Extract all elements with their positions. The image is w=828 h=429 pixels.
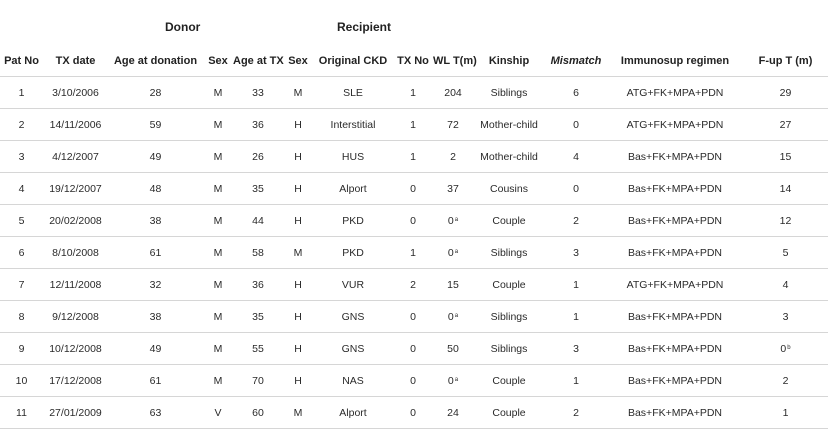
cell-immunosup-regimen: Bas+FK+MPA+PDN — [627, 246, 723, 259]
cell-immunosup-regimen: Bas+FK+MPA+PDN — [627, 182, 723, 195]
recipient-group-header: Recipient — [337, 20, 392, 34]
cell-tx-no: 0 — [410, 182, 416, 195]
cell-follow-up-time: 4 — [782, 278, 789, 291]
cell-tx-no: 1 — [410, 246, 416, 259]
cell-original-ckd: VUR — [341, 278, 365, 291]
cell-donor-sex: M — [213, 118, 223, 131]
cell-follow-up-time: 3 — [782, 310, 789, 323]
cell-tx-date: 4/12/2007 — [52, 150, 99, 163]
cell-age-at-tx: 26 — [252, 150, 264, 163]
cell-mismatch: 1 — [573, 278, 579, 291]
cell-follow-up-time: 1 — [782, 406, 789, 419]
cell-wl-time: 24 — [447, 406, 459, 419]
cell-age-at-donation: 61 — [149, 374, 162, 387]
cell-wl-time: 0$^a$ — [447, 374, 459, 387]
cell-age-at-tx: 33 — [252, 86, 264, 99]
cell-recipient-sex: H — [294, 214, 302, 227]
cell-kinship: Couple — [492, 374, 526, 387]
cell-tx-date: 19/12/2007 — [49, 182, 102, 195]
cell-tx-date: 27/01/2009 — [49, 406, 102, 419]
cell-kinship: Couple — [492, 214, 526, 227]
cell-age-at-tx: 36 — [252, 118, 264, 131]
col-header-age-at-donation: Age at donation — [113, 55, 198, 67]
cell-immunosup-regimen: ATG+FK+MPA+PDN — [626, 278, 724, 291]
cell-follow-up-time: 29 — [779, 86, 792, 99]
cell-age-at-donation: 59 — [149, 118, 162, 131]
cell-age-at-donation: 63 — [149, 406, 162, 419]
cell-donor-sex: M — [213, 86, 223, 99]
cell-wl-time: 72 — [447, 118, 459, 131]
col-header-wl-time: WL T(m) — [433, 55, 477, 67]
col-header-kinship: Kinship — [488, 55, 530, 67]
cell-mismatch: 3 — [573, 246, 579, 259]
cell-tx-no: 0 — [410, 374, 416, 387]
cell-donor-sex: M — [213, 278, 223, 291]
cell-original-ckd: NAS — [342, 374, 364, 387]
table-row — [0, 301, 828, 333]
col-header-pat-no: Pat No — [4, 55, 39, 67]
cell-immunosup-regimen: ATG+FK+MPA+PDN — [626, 86, 724, 99]
table-row — [0, 109, 828, 141]
table-row — [0, 269, 828, 301]
cell-age-at-donation: 38 — [149, 310, 162, 323]
cell-mismatch: 3 — [573, 342, 579, 355]
cell-tx-date: 12/11/2008 — [49, 278, 102, 291]
cell-immunosup-regimen: Bas+FK+MPA+PDN — [627, 150, 723, 163]
table-row — [0, 333, 828, 365]
cell-tx-no: 1 — [410, 86, 416, 99]
cell-original-ckd: SLE — [343, 86, 363, 99]
cell-donor-sex: V — [214, 406, 222, 419]
cell-wl-time: 15 — [447, 278, 459, 291]
cell-original-ckd: Interstitial — [330, 118, 376, 131]
table-row — [0, 173, 828, 205]
cell-follow-up-time: 15 — [779, 150, 792, 163]
cell-pat-no: 1 — [18, 86, 25, 99]
cell-age-at-donation: 28 — [149, 86, 162, 99]
col-header-follow-up-time: F-up T (m) — [758, 55, 813, 67]
cell-age-at-tx: 35 — [252, 310, 264, 323]
cell-immunosup-regimen: Bas+FK+MPA+PDN — [627, 214, 723, 227]
cell-mismatch: 2 — [573, 214, 579, 227]
cell-wl-time: 50 — [447, 342, 459, 355]
cell-original-ckd: GNS — [341, 342, 365, 355]
col-header-tx-no: TX No — [397, 55, 429, 67]
header-row — [0, 46, 828, 77]
cell-wl-time: 204 — [444, 86, 462, 99]
cell-recipient-sex: H — [294, 374, 302, 387]
cell-immunosup-regimen: Bas+FK+MPA+PDN — [627, 310, 723, 323]
table-row — [0, 205, 828, 237]
cell-mismatch: 0 — [573, 118, 579, 131]
cell-pat-no: 11 — [16, 406, 27, 419]
cell-immunosup-regimen: ATG+FK+MPA+PDN — [626, 118, 724, 131]
donor-group-header: Donor — [165, 20, 201, 34]
cell-recipient-sex: M — [293, 246, 303, 259]
cell-kinship: Siblings — [490, 310, 528, 323]
cell-recipient-sex: H — [294, 150, 302, 163]
cell-immunosup-regimen: Bas+FK+MPA+PDN — [627, 374, 723, 387]
cell-tx-date: 17/12/2008 — [49, 374, 102, 387]
cell-tx-date: 3/10/2006 — [52, 86, 99, 99]
cell-pat-no: 2 — [18, 118, 25, 131]
table-row — [0, 365, 828, 397]
cell-age-at-donation: 48 — [149, 182, 162, 195]
cell-age-at-donation: 32 — [149, 278, 162, 291]
cell-donor-sex: M — [213, 182, 223, 195]
cell-age-at-donation: 49 — [149, 150, 162, 163]
cell-follow-up-time: 27 — [779, 118, 792, 131]
cell-donor-sex: M — [213, 214, 223, 227]
cell-pat-no: 6 — [18, 246, 25, 259]
col-header-immunosup-regimen: Immunosup regimen — [620, 55, 730, 67]
cell-tx-no: 0 — [410, 342, 416, 355]
cell-kinship: Siblings — [490, 86, 528, 99]
cell-tx-no: 0 — [410, 310, 416, 323]
col-header-tx-date: TX date — [55, 55, 96, 67]
cell-wl-time: 2 — [450, 150, 456, 163]
cell-recipient-sex: H — [294, 118, 302, 131]
footnote-mark-b: b — [787, 344, 791, 351]
cell-tx-no: 0 — [410, 214, 416, 227]
cell-pat-no: 7 — [18, 278, 25, 291]
col-header-donor-sex: Sex — [208, 55, 228, 67]
cell-original-ckd: GNS — [341, 310, 365, 323]
cell-kinship: Siblings — [490, 342, 528, 355]
cell-mismatch: 1 — [573, 310, 579, 323]
cell-mismatch: 4 — [573, 150, 579, 163]
table-row — [0, 237, 828, 269]
table-row — [0, 397, 828, 429]
cell-age-at-tx: 36 — [252, 278, 264, 291]
cell-kinship: Mother-child — [480, 118, 538, 131]
cell-mismatch: 2 — [573, 406, 579, 419]
cell-donor-sex: M — [213, 246, 223, 259]
data-table — [0, 46, 828, 429]
cell-original-ckd: HUS — [341, 150, 365, 163]
cell-age-at-tx: 60 — [252, 406, 264, 419]
col-header-mismatch: Mismatch — [550, 55, 602, 67]
table-row — [0, 77, 828, 109]
cell-tx-no: 1 — [410, 150, 416, 163]
cell-age-at-donation: 38 — [149, 214, 162, 227]
cell-immunosup-regimen: Bas+FK+MPA+PDN — [627, 406, 723, 419]
cell-tx-date: 9/12/2008 — [52, 310, 99, 323]
cell-tx-no: 2 — [410, 278, 416, 291]
cell-mismatch: 1 — [573, 374, 579, 387]
cell-kinship: Couple — [492, 406, 526, 419]
cell-mismatch: 6 — [573, 86, 579, 99]
cell-follow-up-time: 14 — [779, 182, 792, 195]
cell-tx-no: 0 — [410, 406, 416, 419]
cell-recipient-sex: H — [294, 278, 302, 291]
footnote-mark-a: a — [454, 248, 459, 255]
cell-mismatch: 0 — [573, 182, 579, 195]
cell-recipient-sex: H — [294, 342, 302, 355]
col-header-original-ckd: Original CKD — [318, 55, 388, 67]
cell-age-at-tx: 70 — [252, 374, 264, 387]
footnote-mark-a: a — [454, 216, 459, 223]
cell-recipient-sex: M — [293, 86, 303, 99]
col-header-age-at-tx: Age at TX — [233, 55, 284, 67]
cell-tx-date: 20/02/2008 — [49, 214, 102, 227]
cell-immunosup-regimen: Bas+FK+MPA+PDN — [627, 342, 723, 355]
cell-tx-date: 14/11/2006 — [49, 118, 102, 131]
cell-tx-date: 10/12/2008 — [49, 342, 102, 355]
cell-age-at-tx: 55 — [252, 342, 264, 355]
footnote-mark-a: a — [454, 312, 459, 319]
cell-pat-no: 4 — [18, 182, 25, 195]
cell-pat-no: 8 — [18, 310, 25, 323]
cell-donor-sex: M — [213, 150, 223, 163]
cell-age-at-donation: 49 — [149, 342, 162, 355]
cell-original-ckd: Alport — [339, 406, 367, 419]
cell-recipient-sex: H — [294, 182, 302, 195]
cell-recipient-sex: M — [293, 406, 303, 419]
cell-pat-no: 3 — [18, 150, 25, 163]
table-row — [0, 141, 828, 173]
cell-original-ckd: Alport — [339, 182, 367, 195]
cell-follow-up-time: 12 — [779, 214, 792, 227]
cell-wl-time: 0$^a$ — [447, 246, 459, 259]
cell-kinship: Couple — [492, 278, 526, 291]
cell-recipient-sex: H — [294, 310, 302, 323]
cell-age-at-tx: 44 — [252, 214, 264, 227]
cell-kinship: Siblings — [490, 246, 528, 259]
cell-kinship: Mother-child — [480, 150, 538, 163]
cell-age-at-tx: 58 — [252, 246, 264, 259]
footnote-mark-a: a — [454, 376, 459, 383]
cell-donor-sex: M — [213, 310, 223, 323]
cell-age-at-tx: 35 — [252, 182, 264, 195]
cell-original-ckd: PKD — [342, 246, 364, 259]
cell-original-ckd: PKD — [342, 214, 364, 227]
cell-pat-no: 10 — [15, 374, 28, 387]
cell-age-at-donation: 61 — [149, 246, 162, 259]
cell-follow-up-time: 5 — [782, 246, 789, 259]
cell-tx-no: 1 — [410, 118, 416, 131]
col-header-recipient-sex: Sex — [288, 55, 308, 67]
cell-wl-time: 0$^a$ — [447, 310, 459, 323]
cell-donor-sex: M — [213, 342, 223, 355]
cell-donor-sex: M — [213, 374, 223, 387]
cell-pat-no: 9 — [18, 342, 25, 355]
cell-follow-up-time: 2 — [782, 374, 789, 387]
cell-pat-no: 5 — [18, 214, 25, 227]
cell-wl-time: 0$^a$ — [447, 214, 459, 227]
cell-kinship: Cousins — [490, 182, 528, 195]
cell-wl-time: 37 — [447, 182, 459, 195]
cell-follow-up-time: 0$^b$ — [780, 342, 791, 355]
cell-tx-date: 8/10/2008 — [52, 246, 99, 259]
